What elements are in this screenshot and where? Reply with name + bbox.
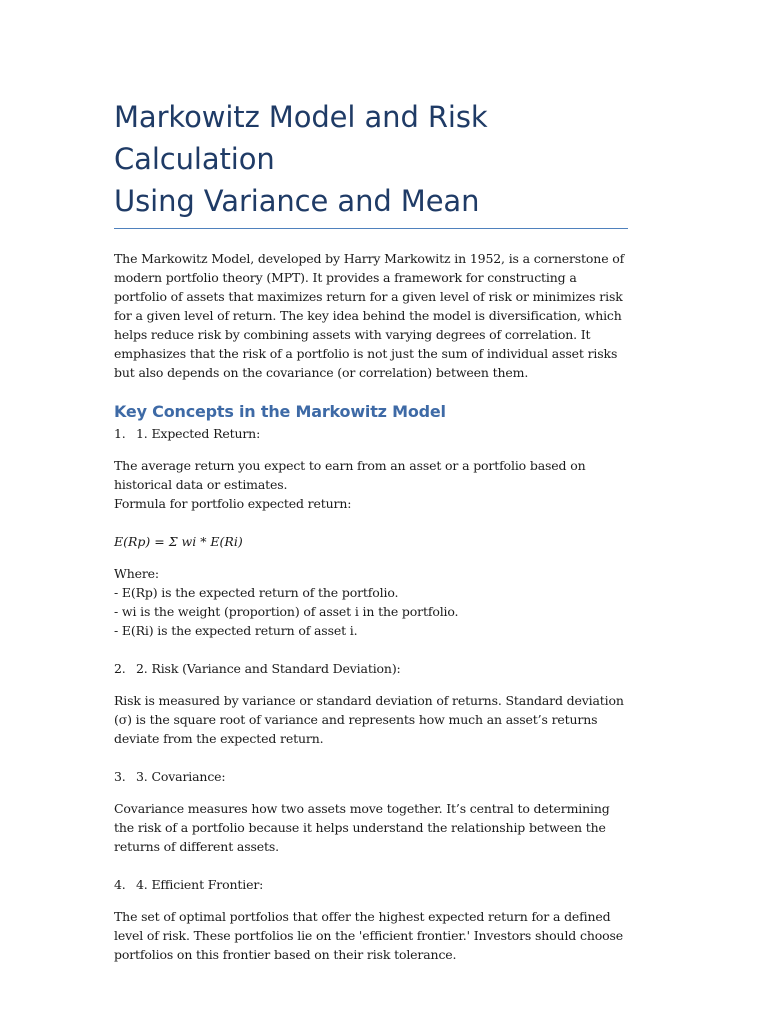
list-label: 3. Covariance: bbox=[136, 769, 226, 784]
definition-line: - E(Rp) is the expected return of the portfolio. bbox=[114, 585, 399, 600]
list-item-risk bbox=[114, 659, 628, 678]
where-label: Where: bbox=[114, 566, 159, 581]
formula-intro: Formula for portfolio expected return: bbox=[114, 496, 352, 511]
definition-line: - E(Ri) is the expected return of asset i. bbox=[114, 623, 358, 638]
list-label: 4. Efficient Frontier: bbox=[136, 877, 264, 892]
frontier-description: The set of optimal portfolios that offer the highest expected return for a defined level of risk. These portfolios lie on the 'efficient frontier.' Investors should choose portfolios on this frontier based on their risk tolerance. bbox=[114, 909, 623, 962]
title-line-2: Using Variance and Mean bbox=[114, 184, 480, 218]
risk-description: Risk is measured by variance or standard deviation of returns. Standard deviation (σ) is the square root of variance and represents how much an asset’s returns deviate from the expected return. bbox=[114, 693, 624, 746]
list-number: 3. bbox=[114, 769, 126, 784]
formula-definitions bbox=[114, 564, 628, 640]
covariance-description: Covariance measures how two assets move together. It’s central to determining the risk of a portfolio because it helps understand the relationship between the returns of different assets. bbox=[114, 801, 610, 854]
expected-return-description: The average return you expect to earn from an asset or a portfolio based on historical data or estimates. bbox=[114, 458, 586, 492]
list-number: 1. bbox=[114, 426, 126, 441]
list-item-efficient-frontier bbox=[114, 875, 628, 894]
list-item-covariance bbox=[114, 767, 628, 786]
definition-line: - wi is the weight (proportion) of asset i in the portfolio. bbox=[114, 604, 459, 619]
list-number: 2. bbox=[114, 661, 126, 676]
title-line-1: Markowitz Model and Risk Calculation bbox=[114, 100, 488, 176]
title-divider bbox=[114, 228, 628, 229]
section-heading: Key Concepts in the Markowitz Model bbox=[114, 402, 446, 421]
list-item-expected-return bbox=[114, 424, 628, 443]
document-page bbox=[114, 96, 628, 983]
list-label: 1. Expected Return: bbox=[136, 426, 261, 441]
document-title bbox=[114, 96, 628, 222]
list-number: 4. bbox=[114, 877, 126, 892]
intro-paragraph: The Markowitz Model, developed by Harry Markowitz in 1952, is a cornerstone of modern portfolio theory (MPT). It provides a framework for constructing a portfolio of assets that maximizes return for a given level of risk or minimizes risk for a given level of return. The key idea behind the model is diversification, which helps reduce risk by combining assets with varying degrees of correlation. It emphasizes that the risk of a portfolio is not just the sum of individual asset risks but also depends on the covariance (or correlation) between them. bbox=[114, 251, 625, 380]
list-label: 2. Risk (Variance and Standard Deviation): bbox=[136, 661, 401, 676]
expected-return-formula: E(Rp) = Σ wi * E(Ri) bbox=[114, 534, 243, 549]
